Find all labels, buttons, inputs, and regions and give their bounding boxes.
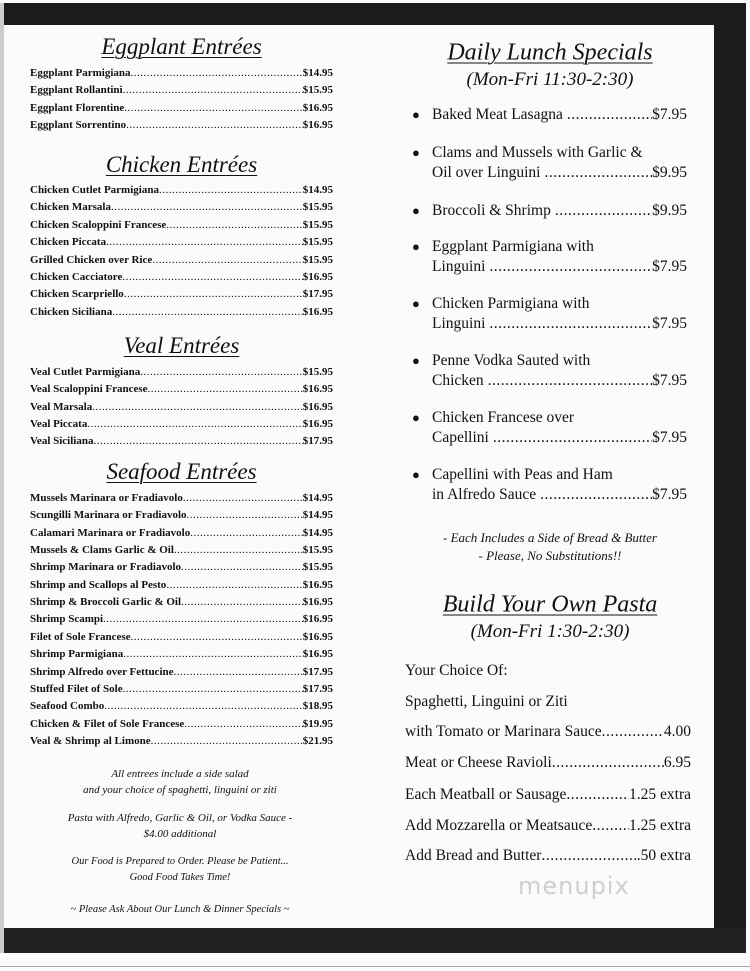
item-price: $18.95 (302, 700, 333, 713)
menu-item (30, 200, 333, 214)
option-price: 1.25 extra (629, 817, 691, 834)
item-name: Scungilli Marinara or Fradiavolo (30, 509, 187, 522)
item-price: $16.95 (302, 613, 333, 626)
menu-item (30, 434, 333, 448)
item-name: Chicken Scaloppini Francese (30, 218, 167, 231)
dot-leader (540, 485, 652, 505)
pasta-option (405, 693, 691, 711)
dot-leader (151, 734, 303, 748)
item-price: $16.95 (302, 578, 333, 591)
lunch-item (412, 201, 687, 221)
option-name: Each Meatball or Sausage (405, 786, 567, 803)
dot-leader (93, 434, 302, 448)
item-price: $14.95 (302, 509, 333, 522)
item-line (432, 371, 687, 391)
menu-item (30, 101, 333, 115)
option-name: Add Bread and Butter (405, 847, 542, 864)
menu-item (30, 218, 333, 232)
item-price: $19.95 (302, 717, 333, 730)
entree-note (20, 902, 340, 918)
dot-leader (106, 235, 303, 249)
pasta-hours: (Mon-Fri 1:30-2:30) (470, 621, 630, 642)
menu-item (30, 382, 333, 396)
item-name: Linguini (432, 258, 486, 275)
item-line: Penne Vodka Sauted with (432, 352, 591, 369)
bullet-icon: ● (412, 145, 420, 160)
dot-leader (181, 560, 303, 574)
menu-item (30, 717, 333, 731)
lunch-item (412, 143, 687, 183)
item-name: Eggplant Rollantini (30, 84, 123, 97)
dot-leader (104, 699, 302, 713)
item-price: $16.95 (302, 271, 333, 283)
dot-leader (190, 526, 303, 540)
item-price: $15.95 (302, 544, 333, 557)
item-name: Eggplant Florentine (30, 101, 125, 114)
dot-leader (87, 417, 302, 431)
item-price: $16.95 (302, 596, 333, 609)
bullet-icon: ● (412, 239, 420, 254)
option-price: 1.25 extra (629, 786, 691, 803)
item-price: $16.95 (302, 400, 333, 413)
dot-leader (566, 786, 629, 804)
item-price: $17.95 (302, 435, 333, 448)
dot-leader (567, 105, 652, 125)
item-price: $7.95 (652, 258, 687, 275)
item-name: Capellini (432, 429, 489, 446)
item-name: Shrimp Scampi (30, 613, 104, 626)
border-right (714, 3, 746, 953)
option-price: 4.00 (663, 723, 691, 740)
item-name: Linguini (432, 315, 486, 332)
item-name: Veal Scaloppini Francese (30, 383, 148, 396)
item-name: Oil over Linguini (432, 164, 541, 181)
lunch-item (412, 408, 687, 448)
note-line: and your choice of spaghetti, linguini or ziti (83, 784, 277, 796)
item-name: Seafood Combo (30, 700, 105, 713)
option-price: 6.95 (663, 754, 691, 771)
dot-leader (545, 163, 653, 183)
dot-leader (159, 183, 303, 197)
menu-item (30, 647, 333, 661)
dot-leader (187, 508, 303, 522)
dot-leader (131, 66, 303, 80)
lunch-notes (400, 529, 700, 565)
bullet-icon: ● (412, 296, 420, 311)
menu-item (30, 235, 333, 249)
item-price: $9.95 (652, 164, 687, 181)
item-name: Veal Siciliana (30, 435, 94, 448)
item-price: $15.95 (302, 366, 333, 378)
option-name: Meat or Cheese Ravioli (405, 754, 552, 771)
item-price: $7.95 (652, 372, 687, 389)
item-price: $17.95 (302, 665, 333, 678)
item-name: Eggplant Parmigiana (30, 67, 131, 79)
item-name: Shrimp Alfredo over Fettucine (30, 665, 174, 678)
border-top (4, 3, 746, 25)
dot-leader (152, 253, 302, 267)
dot-leader (123, 647, 303, 661)
item-name: Baked Meat Lasagna (432, 106, 563, 123)
note-line: Our Food is Prepared to Order. Please be Patient... (71, 856, 289, 867)
item-name: Chicken Marsala (30, 201, 111, 214)
dot-leader (183, 491, 303, 505)
item-price: $7.95 (652, 315, 687, 332)
dot-leader (103, 612, 303, 626)
menu-item (30, 595, 333, 609)
note-line: All entrees include a side salad (111, 768, 249, 780)
dot-leader (174, 543, 303, 557)
item-name: Chicken (432, 372, 484, 389)
item-line (432, 163, 687, 183)
lunch-item (412, 105, 687, 125)
bullet-icon: ● (412, 467, 420, 482)
item-price: $16.95 (302, 305, 333, 318)
note-line: ~ Please Ask About Our Lunch & Dinner Specials ~ (70, 904, 290, 915)
entree-note (20, 854, 340, 886)
item-name: Chicken Cacciatore (30, 271, 123, 283)
dot-leader (112, 305, 303, 319)
menu-item (30, 287, 333, 301)
item-name: Broccoli & Shrimp (432, 202, 551, 219)
item-name: Shrimp Parmigiana (30, 648, 124, 661)
item-name: Filet of Sole Francese (30, 630, 131, 643)
menu-item (30, 305, 333, 319)
dot-leader (124, 287, 303, 301)
dot-leader (489, 257, 652, 277)
item-line (432, 485, 687, 505)
dot-leader (124, 101, 303, 115)
item-line (432, 314, 687, 334)
menu-item (30, 665, 333, 679)
item-name: Veal Cutlet Parmigiana (30, 366, 141, 378)
item-price: $21.95 (302, 734, 333, 747)
dot-leader (541, 847, 636, 865)
item-price: $16.95 (302, 417, 333, 430)
menu-item (30, 560, 333, 574)
menu-item (30, 543, 333, 557)
pasta-option (405, 847, 691, 865)
menu-item (30, 400, 333, 414)
note-line: Pasta with Alfredo, Garlic & Oil, or Vodka Sauce - (67, 812, 293, 824)
item-name: in Alfredo Sauce (432, 486, 537, 503)
lunch-item (412, 465, 687, 505)
option-price: .50 extra (636, 847, 691, 864)
pasta-option (405, 754, 691, 772)
entree-note (20, 810, 340, 842)
item-name: Veal & Shrimp al Limone (30, 734, 151, 747)
item-price: $15.95 (302, 253, 333, 266)
item-name: Mussels Marinara or Fradiavolo (30, 492, 183, 504)
item-price: $14.95 (302, 526, 333, 539)
lunch-note: - Each Includes a Side of Bread & Butter (443, 530, 657, 545)
menu-item (30, 578, 333, 592)
item-price: $16.95 (302, 648, 333, 661)
dot-leader (555, 201, 652, 221)
section-title: Seafood Entrées (106, 459, 257, 484)
pasta-option (405, 786, 691, 804)
menu-item (30, 682, 333, 696)
pasta-option (405, 662, 691, 680)
pasta-option (405, 723, 691, 741)
item-line (432, 201, 687, 221)
lunch-title: Daily Lunch Specials (447, 39, 653, 66)
item-name: Veal Marsala (30, 400, 93, 413)
menu-item (30, 491, 333, 505)
dot-leader (166, 578, 302, 592)
dot-leader (123, 682, 303, 696)
item-line (432, 105, 687, 125)
section-title: Chicken Entrées (105, 152, 258, 177)
bullet-icon: ● (412, 203, 420, 218)
item-line: Eggplant Parmigiana with (432, 238, 594, 255)
item-name: Shrimp & Broccoli Garlic & Oil (30, 596, 182, 609)
item-price: $16.95 (302, 630, 333, 643)
item-name: Chicken Piccata (30, 236, 107, 249)
menu-item (30, 508, 333, 522)
dot-leader (592, 817, 629, 835)
item-name: Shrimp Marinara or Fradiavolo (30, 561, 182, 574)
dot-leader (493, 428, 652, 448)
lunch-hours: (Mon-Fri 11:30-2:30) (466, 69, 634, 90)
option-name: Add Mozzarella or Meatsauce (405, 817, 593, 834)
item-price: $15.95 (302, 236, 333, 249)
lunch-item (412, 237, 687, 277)
pasta-option (405, 817, 691, 835)
menu-item (30, 417, 333, 431)
item-price: $16.95 (302, 119, 333, 132)
pasta-title: Build Your Own Pasta (442, 591, 658, 618)
dot-leader (184, 717, 302, 731)
menu-item (30, 270, 333, 284)
bullet-icon: ● (412, 410, 420, 425)
item-name: Mussels & Clams Garlic & Oil (30, 544, 174, 557)
item-line: Chicken Parmigiana with (432, 295, 590, 312)
item-line (432, 428, 687, 448)
menu-item (30, 365, 333, 379)
item-name: Shrimp and Scallops al Pesto (30, 578, 167, 591)
menu-item (30, 699, 333, 713)
note-line: $4.00 additional (143, 828, 217, 840)
item-name: Stuffed Filet of Sole (30, 682, 123, 695)
item-price: $17.95 (302, 288, 333, 301)
dot-leader (111, 200, 303, 214)
item-name: Chicken Cutlet Parmigiana (30, 184, 159, 196)
dot-leader (488, 371, 652, 391)
item-price: $15.95 (302, 218, 333, 231)
section-title: Eggplant Entrées (101, 34, 262, 59)
item-price: $17.95 (302, 682, 333, 695)
scan-edge-left (0, 3, 4, 953)
menu-item (30, 253, 333, 267)
dot-leader (174, 665, 303, 679)
menu-item (30, 83, 333, 97)
border-bottom (4, 928, 746, 953)
dot-leader (140, 365, 303, 379)
menu-item (30, 612, 333, 626)
item-price: $9.95 (652, 202, 687, 219)
dot-leader (126, 118, 303, 132)
item-price: $14.95 (302, 67, 333, 79)
lunch-item (412, 351, 687, 391)
menu-item (30, 183, 333, 197)
bullet-icon: ● (412, 107, 420, 122)
menu-item (30, 66, 333, 80)
dot-leader (166, 218, 302, 232)
item-name: Veal Piccata (30, 417, 88, 430)
dot-leader (181, 595, 303, 609)
item-line: Capellini with Peas and Ham (432, 466, 613, 483)
item-price: $16.95 (302, 101, 333, 114)
item-name: Calamari Marinara or Fradiavolo (30, 526, 191, 539)
dot-leader (131, 630, 303, 644)
dot-leader (489, 314, 652, 334)
item-price: $7.95 (652, 486, 687, 503)
entree-note (20, 766, 340, 798)
dot-leader (122, 270, 302, 284)
menu-item (30, 118, 333, 132)
dot-leader (552, 754, 664, 772)
item-price: $7.95 (652, 429, 687, 446)
item-line (432, 257, 687, 277)
item-name: Grilled Chicken over Rice (30, 253, 153, 266)
item-price: $15.95 (302, 561, 333, 574)
lunch-item (412, 294, 687, 334)
item-price: $7.95 (652, 106, 687, 123)
item-line: Chicken Francese over (432, 409, 575, 426)
dot-leader (92, 400, 303, 414)
menu-item (30, 630, 333, 644)
option-name: Your Choice Of: (405, 662, 508, 679)
item-name: Chicken Siciliana (30, 305, 113, 318)
option-name: Spaghetti, Linguini or Ziti (405, 693, 568, 710)
item-line: Clams and Mussels with Garlic & (432, 144, 643, 161)
item-price: $15.95 (302, 84, 333, 97)
dot-leader (123, 83, 303, 97)
dot-leader (602, 723, 664, 741)
menupix-watermark: menupix (518, 872, 630, 900)
item-name: Chicken Scarpriello (30, 288, 124, 301)
dot-leader (148, 382, 303, 396)
item-price: $14.95 (302, 492, 333, 504)
section-title: Veal Entrées (123, 333, 240, 358)
item-price: $16.95 (302, 383, 333, 396)
note-line: Good Food Takes Time! (129, 872, 231, 883)
option-name: with Tomato or Marinara Sauce (405, 723, 602, 740)
item-price: $15.95 (302, 201, 333, 214)
item-name: Eggplant Sorrentino (30, 119, 127, 132)
menu-item (30, 734, 333, 748)
item-price: $14.95 (302, 184, 333, 196)
page-edge-line (0, 966, 750, 967)
lunch-note: - Please, No Substitutions!! (478, 548, 622, 563)
bullet-icon: ● (412, 353, 420, 368)
menu-item (30, 526, 333, 540)
item-name: Chicken & Filet of Sole Francese (30, 717, 185, 730)
